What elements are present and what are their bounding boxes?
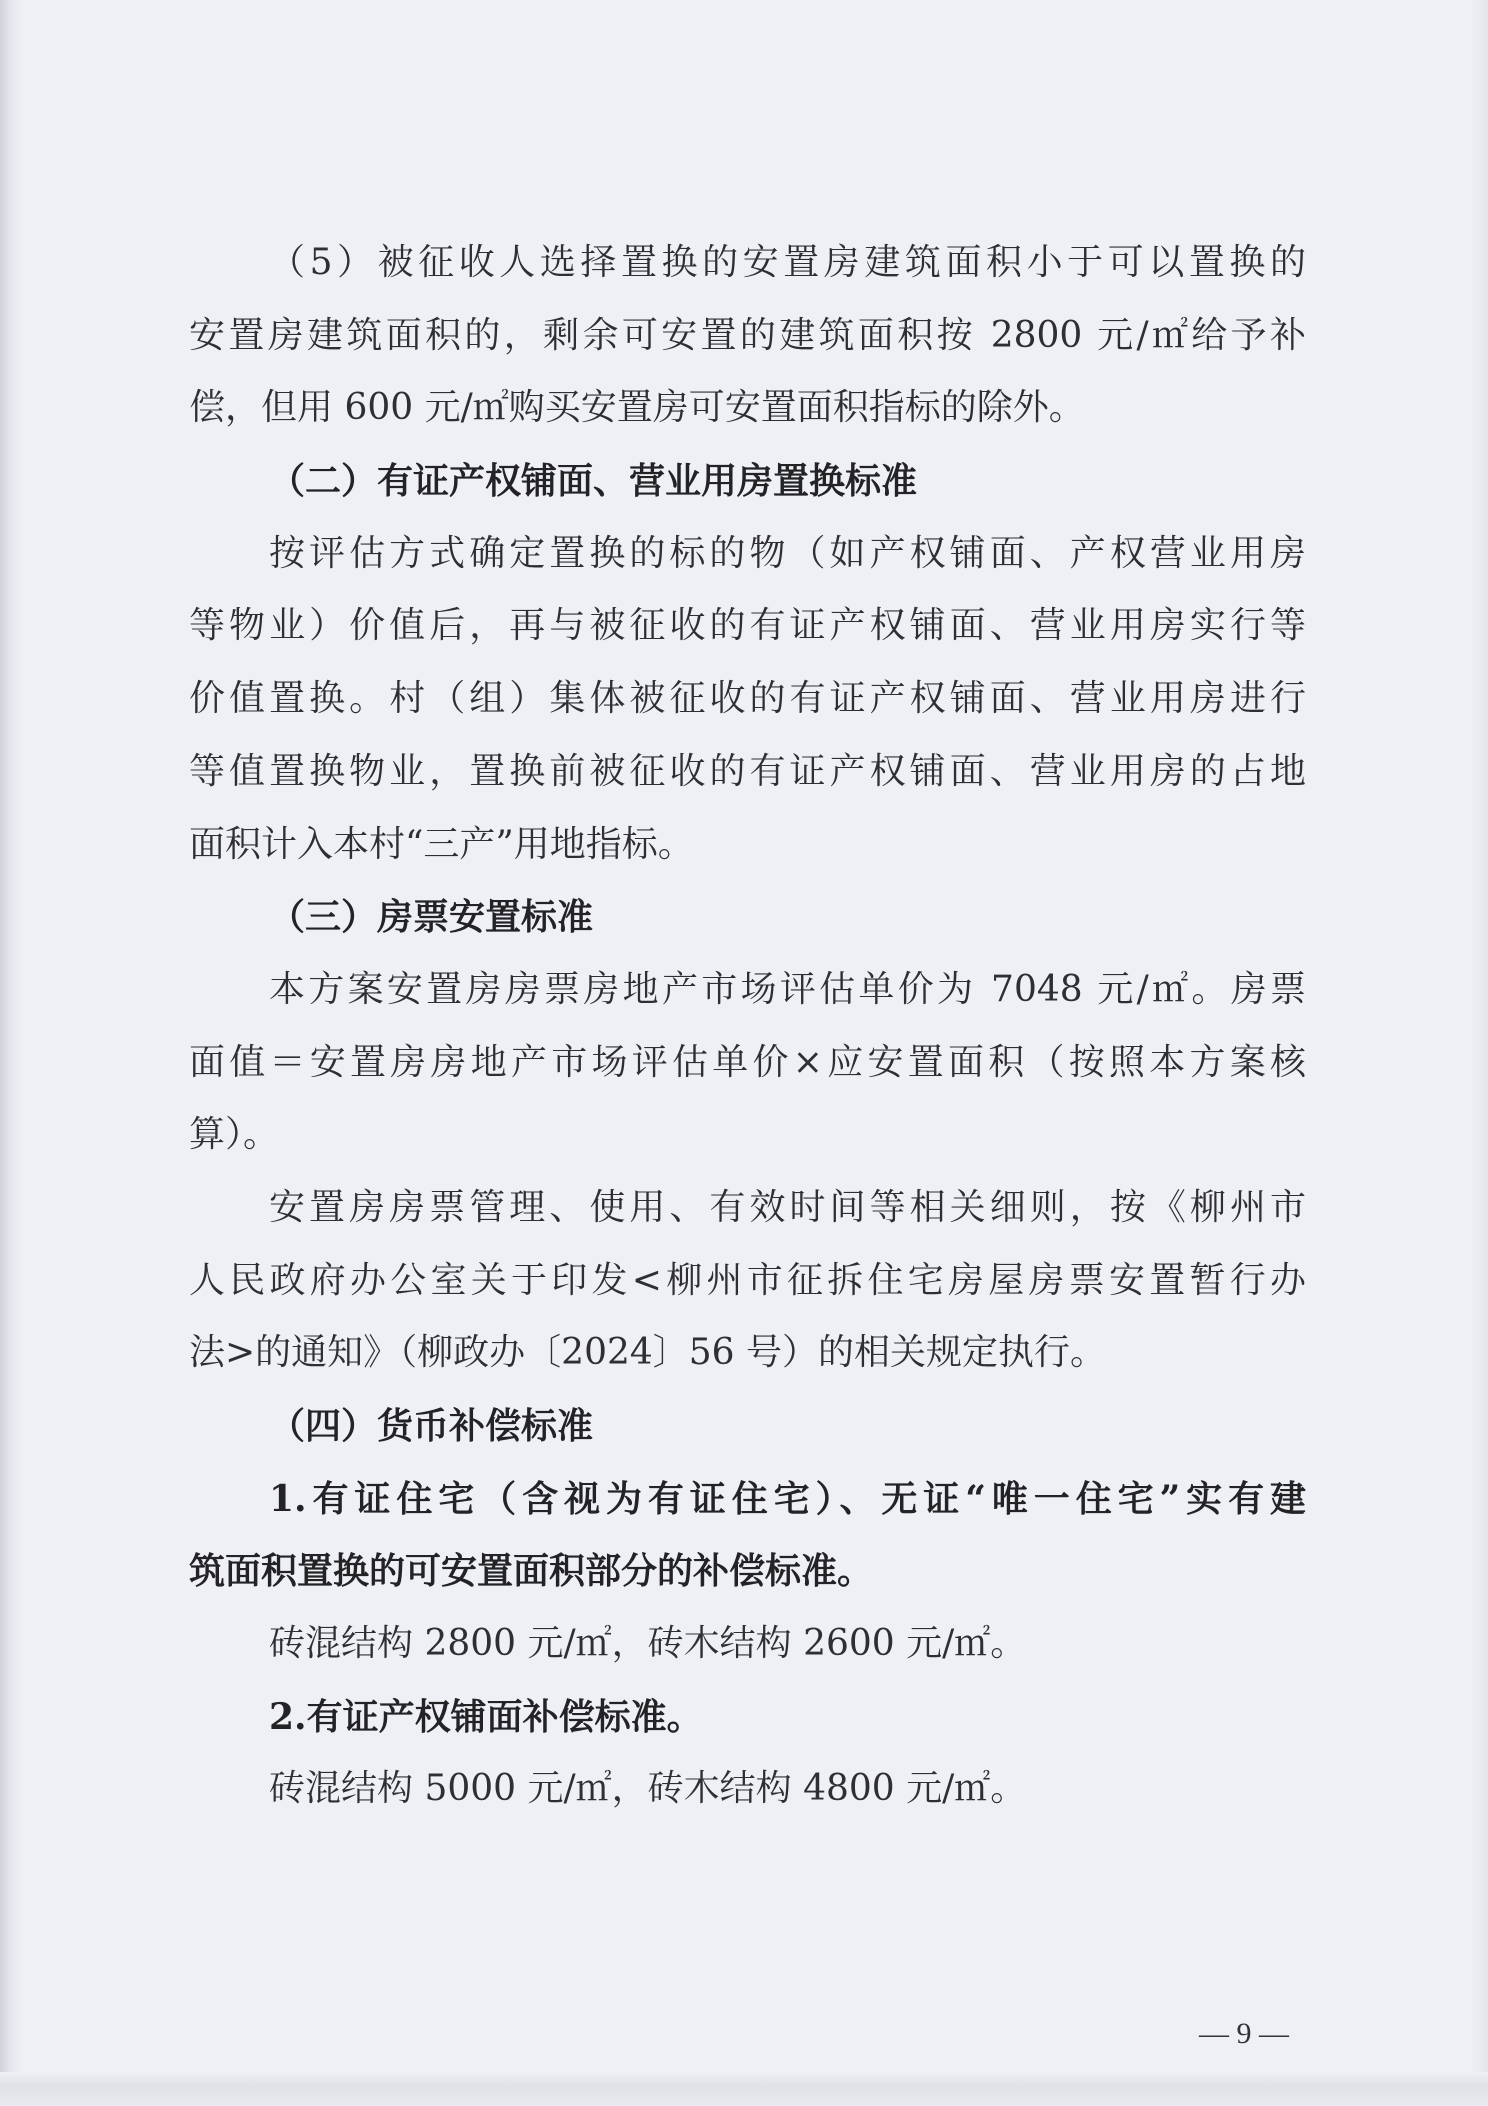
subsection-heading-line: 筑面积置换的可安置面积部分的补偿标准。: [189, 1550, 874, 1593]
body-line: 偿，但用 600 元/㎡购买安置房可安置面积指标的除外。: [189, 387, 1085, 429]
paragraph-section3: [189, 954, 1306, 1172]
body-line: 砖混结构 2800 元/㎡，砖木结构 2600 元/㎡。: [269, 1623, 1027, 1665]
section2-heading: （二）有证产权铺面、营业用房置换标准: [269, 460, 918, 503]
paragraph-sub2: [189, 1753, 1306, 1826]
document-body: [189, 227, 1306, 1826]
body-line: 本方案安置房房票房地产市场评估单价为 7048 元/㎡。房票: [269, 968, 1306, 1010]
section-heading: [189, 1390, 1306, 1463]
paragraph-section3-rules: [189, 1172, 1306, 1390]
subsection-heading-1: [189, 1463, 1306, 1608]
paragraph-section2: [189, 518, 1306, 881]
body-line: 安置房房票管理、使用、有效时间等相关细则，按《柳州市: [269, 1186, 1306, 1228]
body-line: 法>的通知》（柳政办〔2024〕56 号）的相关规定执行。: [189, 1332, 1107, 1374]
body-line: （5）被征收人选择置换的安置房建筑面积小于可以置换的: [269, 242, 1306, 283]
body-line: 人民政府办公室关于印发<柳州市征拆住宅房屋房票安置暂行办: [189, 1259, 1306, 1301]
page-number: — 9 —: [1199, 2017, 1289, 2050]
section-heading: [189, 881, 1306, 954]
section-heading: [189, 445, 1306, 518]
body-line: 价值置换。村（组）集体被征收的有证产权铺面、营业用房进行: [189, 678, 1306, 720]
body-line: 面值＝安置房房地产市场评估单价×应安置面积（按照本方案核: [189, 1041, 1306, 1083]
body-line: 面积计入本村“三产”用地指标。: [189, 823, 694, 865]
scan-edge: [1470, 0, 1488, 2106]
paragraph-sub1: [189, 1608, 1306, 1681]
subsection-heading-line: 1.有证住宅（含视为有证住宅）、无证“唯一住宅”实有建: [269, 1477, 1306, 1520]
section3-heading: （三）房票安置标准: [269, 896, 594, 939]
subsection-heading-2: [189, 1681, 1306, 1754]
body-line: 等物业）价值后，再与被征收的有证产权铺面、营业用房实行等: [189, 605, 1306, 647]
section4-heading: （四）货币补偿标准: [269, 1405, 594, 1447]
body-line: 等值置换物业，置换前被征收的有证产权铺面、营业用房的占地: [189, 750, 1306, 792]
body-line: 砖混结构 5000 元/㎡，砖木结构 4800 元/㎡。: [269, 1768, 1027, 1810]
paragraph-item5: [189, 227, 1306, 445]
body-line: 安置房建筑面积的，剩余可安置的建筑面积按 2800 元/㎡给予补: [189, 314, 1306, 356]
body-line: 算）。: [189, 1114, 280, 1156]
body-line: 按评估方式确定置换的标的物（如产权铺面、产权营业用房: [269, 532, 1306, 574]
subsection-heading-line: 2.有证产权铺面补偿标准。: [269, 1695, 703, 1738]
